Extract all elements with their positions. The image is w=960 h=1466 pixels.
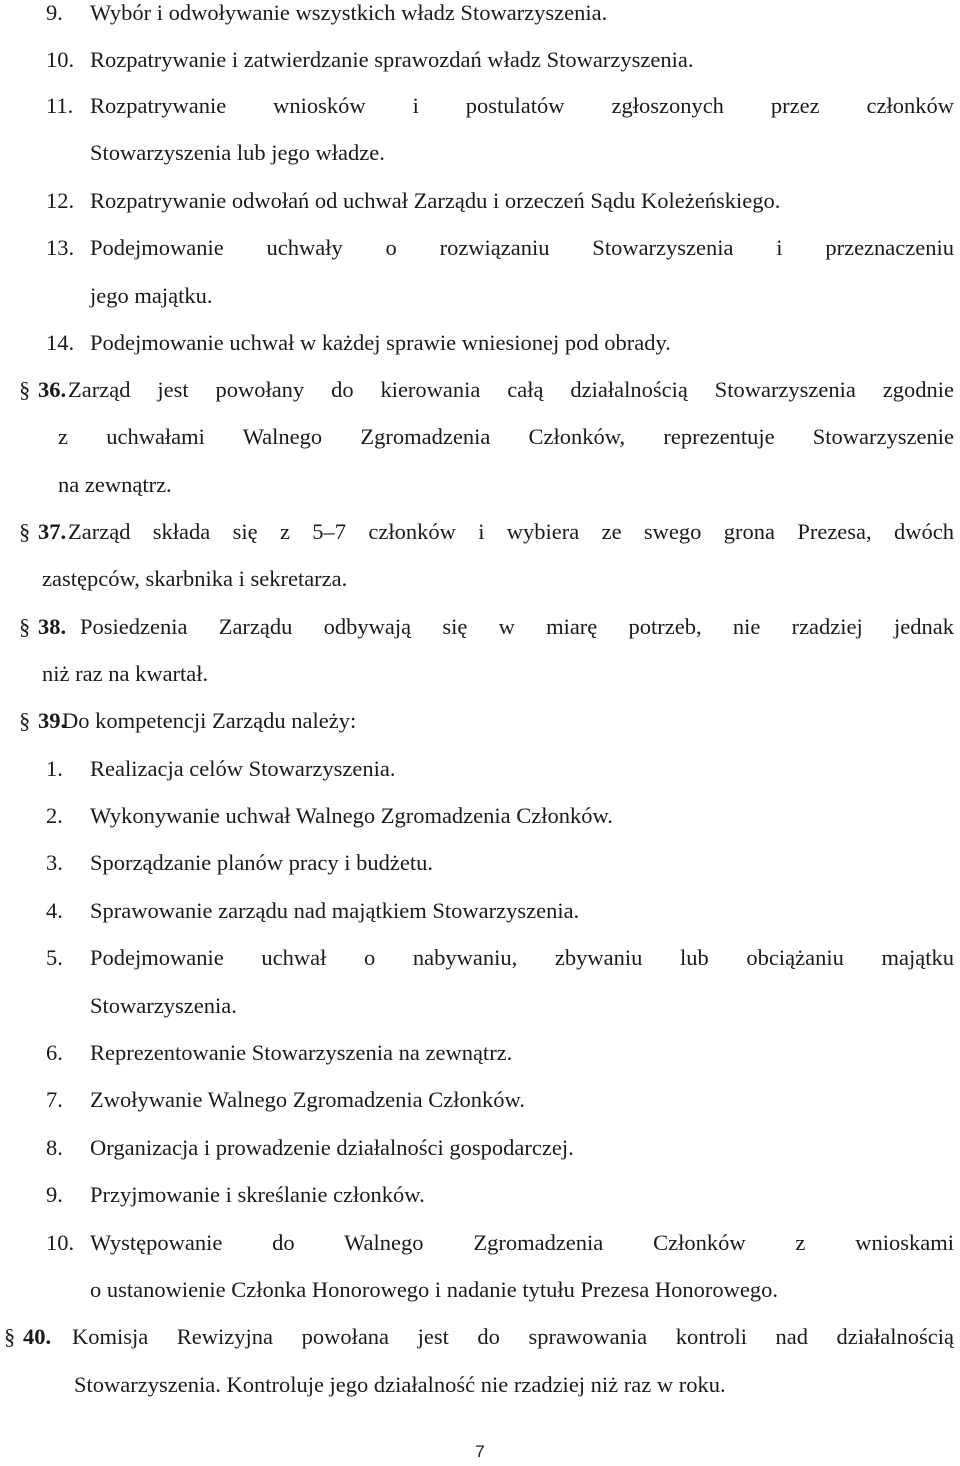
list-item-number: 9. (46, 0, 63, 25)
section-number (38, 612, 66, 642)
section-text: zastępców, skarbnika i sekretarza. (42, 566, 348, 591)
list-item-text: Występowanie do Walnego Zgromadzenia Członków z wnioskami (90, 1230, 954, 1255)
list-item-text: Podejmowanie uchwały o rozwiązaniu Stowarzyszenia i przeznaczeniu (90, 235, 954, 260)
list-item-text: o ustanowienie Członka Honorowego i nadanie tytułu Prezesa Honorowego. (90, 1277, 778, 1302)
list-item-text: Sprawowanie zarządu nad majątkiem Stowarzyszenia. (90, 898, 580, 923)
section-text: Do kompetencji Zarządu należy: (62, 708, 357, 733)
list-item-text: Sporządzanie planów pracy i budżetu. (90, 850, 433, 875)
list-item-number: 10. (46, 47, 75, 72)
section-number-text: 39. (38, 708, 67, 733)
list-item-number: 11. (46, 93, 74, 118)
section-number-text: 37. (38, 519, 67, 544)
page-number: 7 (475, 1442, 485, 1461)
list-item-text: jego majątku. (90, 283, 213, 308)
section-number-text: 40. (23, 1324, 52, 1349)
list-item-text: Reprezentowanie Stowarzyszenia na zewnątrz. (90, 1040, 513, 1065)
section-text: Komisja Rewizyjna powołana jest do sprawowania kontroli nad działalnością (72, 1324, 954, 1349)
list-item-number: 1. (46, 756, 63, 781)
list-item-text: Podejmowanie uchwał w każdej sprawie wniesionej pod obrady. (90, 330, 671, 355)
section-text: Zarząd składa się z 5–7 członków i wybiera ze swego grona Prezesa, dwóch (68, 519, 954, 544)
section-number (38, 375, 66, 405)
list-item-text: Podejmowanie uchwał o nabywaniu, zbywaniu lub obciążaniu majątku (90, 945, 954, 970)
section-sign: § (19, 377, 31, 402)
section-number (23, 1322, 51, 1352)
section-sign: § (19, 614, 31, 639)
list-item-number: 14. (46, 330, 75, 355)
list-item-number: 13. (46, 235, 75, 260)
list-item-number: 2. (46, 803, 63, 828)
section-text: z uchwałami Walnego Zgromadzenia Członków, reprezentuje Stowarzyszenie (58, 424, 954, 449)
list-item-text: Realizacja celów Stowarzyszenia. (90, 756, 396, 781)
list-item-text: Rozpatrywanie odwołań od uchwał Zarządu i orzeczeń Sądu Koleżeńskiego. (90, 188, 781, 213)
list-item-number: 3. (46, 850, 63, 875)
list-item-number: 5. (46, 945, 63, 970)
section-number-text: 36. (38, 377, 67, 402)
section-number-text: 38. (38, 614, 67, 639)
section-text: Stowarzyszenia. Kontroluje jego działalność nie rzadziej niż raz w roku. (74, 1372, 726, 1397)
list-item-text: Wybór i odwoływanie wszystkich władz Stowarzyszenia. (90, 0, 608, 25)
list-item-text: Rozpatrywanie i zatwierdzanie sprawozdań władz Stowarzyszenia. (90, 47, 694, 72)
section-text: Posiedzenia Zarządu odbywają się w miarę potrzeb, nie rzadziej jednak (80, 614, 954, 639)
section-text: Zarząd jest powołany do kierowania całą działalnością Stowarzyszenia zgodnie (68, 377, 954, 402)
list-item-text: Wykonywanie uchwał Walnego Zgromadzenia Członków. (90, 803, 613, 828)
list-item-number: 7. (46, 1087, 63, 1112)
list-item-number: 12. (46, 188, 75, 213)
list-item-text: Przyjmowanie i skreślanie członków. (90, 1182, 425, 1207)
list-item-number: 4. (46, 898, 63, 923)
list-item-text: Rozpatrywanie wniosków i postulatów zgłoszonych przez członków (90, 93, 954, 118)
list-item-number: 6. (46, 1040, 63, 1065)
section-sign: § (4, 1324, 16, 1349)
section-text: na zewnątrz. (58, 472, 172, 497)
list-item-number: 8. (46, 1135, 63, 1160)
list-item-text: Stowarzyszenia. (90, 993, 237, 1018)
list-item-text: Zwoływanie Walnego Zgromadzenia Członków. (90, 1087, 525, 1112)
list-item-number: 10. (46, 1230, 75, 1255)
list-item-text: Organizacja i prowadzenie działalności gospodarczej. (90, 1135, 574, 1160)
section-text: niż raz na kwartał. (42, 661, 209, 686)
section-sign: § (19, 519, 31, 544)
section-number (38, 517, 66, 547)
list-item-number: 9. (46, 1182, 63, 1207)
section-sign: § (19, 708, 31, 733)
list-item-text: Stowarzyszenia lub jego władze. (90, 140, 385, 165)
